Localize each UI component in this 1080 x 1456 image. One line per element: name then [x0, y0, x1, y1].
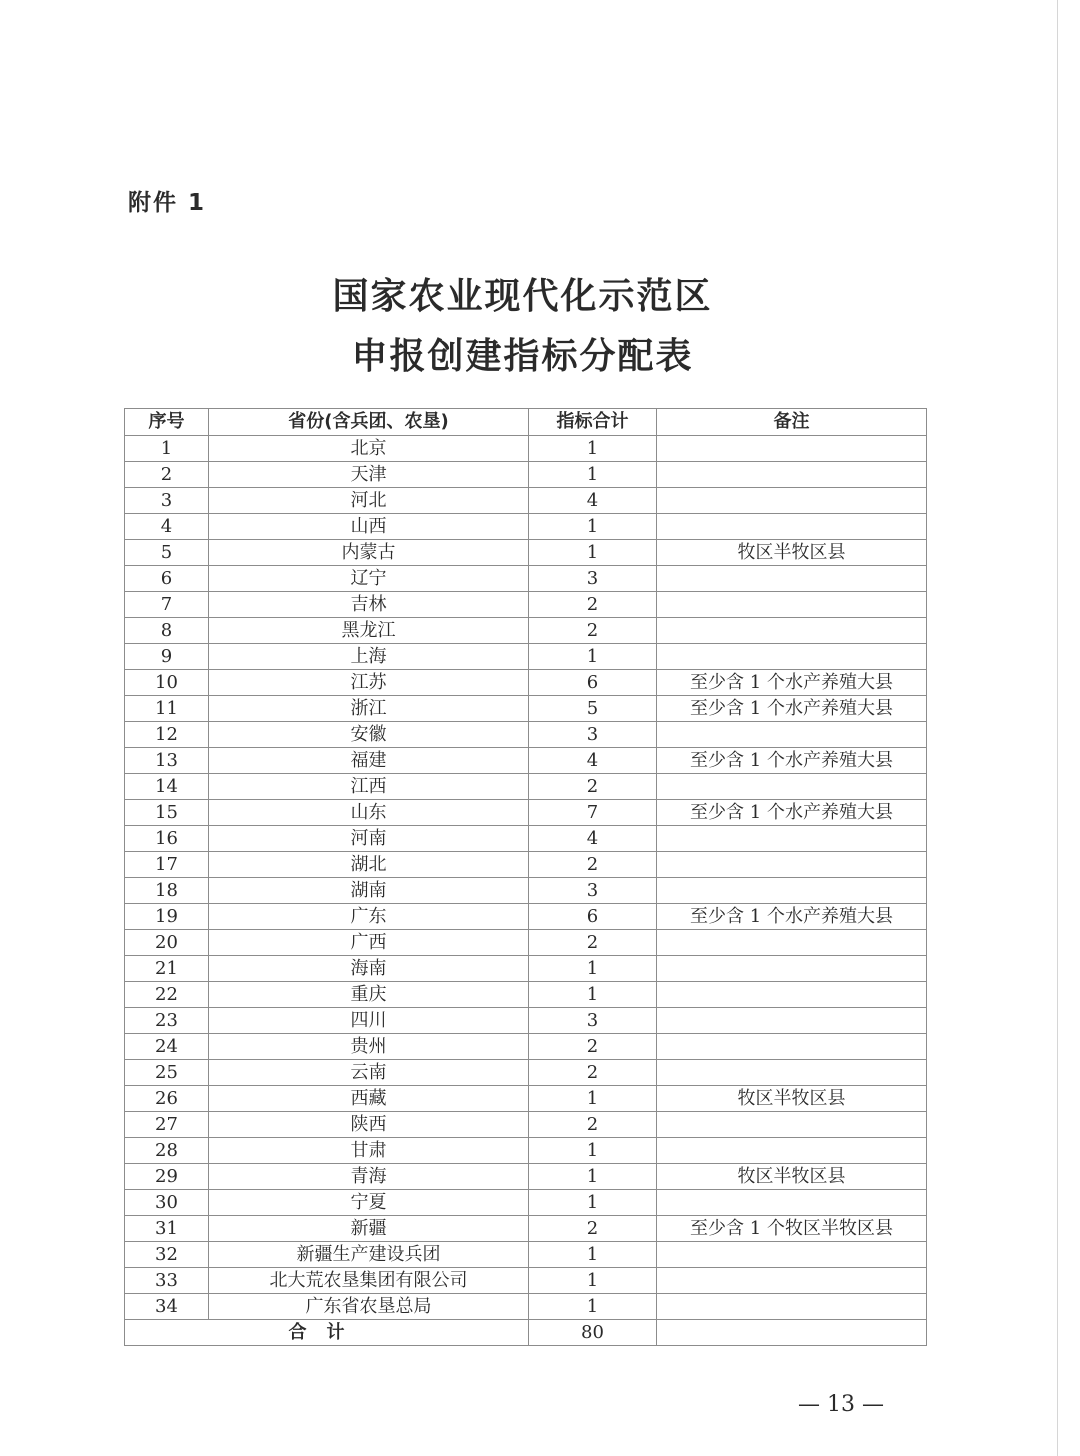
cell-province: 青海 [209, 1164, 529, 1190]
cell-serial-number: 31 [125, 1216, 209, 1242]
table-row [125, 1294, 927, 1320]
cell-province: 宁夏 [209, 1190, 529, 1216]
table-row [125, 592, 927, 618]
cell-quota: 3 [529, 566, 657, 592]
cell-serial-number: 18 [125, 878, 209, 904]
cell-quota: 2 [529, 1034, 657, 1060]
table-row [125, 1138, 927, 1164]
cell-province: 甘肃 [209, 1138, 529, 1164]
table-row [125, 1216, 927, 1242]
cell-serial-number: 34 [125, 1294, 209, 1320]
cell-quota: 1 [529, 982, 657, 1008]
cell-province: 陕西 [209, 1112, 529, 1138]
cell-note [657, 1008, 927, 1034]
cell-note: 至少含 1 个水产养殖大县 [657, 800, 927, 826]
cell-note: 至少含 1 个水产养殖大县 [657, 904, 927, 930]
cell-serial-number: 17 [125, 852, 209, 878]
cell-note [657, 488, 927, 514]
cell-province: 山东 [209, 800, 529, 826]
total-label: 合计 [125, 1320, 529, 1346]
table-row [125, 1112, 927, 1138]
cell-province: 河南 [209, 826, 529, 852]
table-row [125, 930, 927, 956]
cell-quota: 2 [529, 852, 657, 878]
cell-province: 天津 [209, 462, 529, 488]
cell-serial-number: 9 [125, 644, 209, 670]
table-row [125, 956, 927, 982]
cell-note [657, 930, 927, 956]
cell-note [657, 618, 927, 644]
cell-note [657, 462, 927, 488]
table-body [125, 436, 927, 1320]
cell-quota: 1 [529, 644, 657, 670]
cell-note [657, 1242, 927, 1268]
cell-quota: 1 [529, 1164, 657, 1190]
cell-province: 新疆生产建设兵团 [209, 1242, 529, 1268]
cell-province: 湖南 [209, 878, 529, 904]
cell-note [657, 826, 927, 852]
cell-quota: 2 [529, 1060, 657, 1086]
cell-serial-number: 13 [125, 748, 209, 774]
table-row [125, 1242, 927, 1268]
header-quota-total: 指标合计 [529, 409, 657, 436]
cell-province: 江西 [209, 774, 529, 800]
cell-province: 福建 [209, 748, 529, 774]
cell-province: 吉林 [209, 592, 529, 618]
cell-serial-number: 3 [125, 488, 209, 514]
cell-note [657, 722, 927, 748]
cell-province: 海南 [209, 956, 529, 982]
table-row [125, 1008, 927, 1034]
cell-quota: 2 [529, 592, 657, 618]
cell-quota: 2 [529, 1216, 657, 1242]
cell-quota: 3 [529, 722, 657, 748]
attachment-label: 附件 1 [128, 190, 207, 216]
cell-province: 辽宁 [209, 566, 529, 592]
cell-quota: 2 [529, 774, 657, 800]
cell-note: 至少含 1 个水产养殖大县 [657, 748, 927, 774]
cell-serial-number: 4 [125, 514, 209, 540]
cell-note [657, 982, 927, 1008]
table-row [125, 1164, 927, 1190]
cell-province: 重庆 [209, 982, 529, 1008]
cell-serial-number: 10 [125, 670, 209, 696]
cell-note [657, 514, 927, 540]
table-row [125, 436, 927, 462]
allocation-table [124, 408, 927, 1346]
cell-quota: 2 [529, 618, 657, 644]
cell-serial-number: 15 [125, 800, 209, 826]
cell-serial-number: 33 [125, 1268, 209, 1294]
cell-quota: 2 [529, 1112, 657, 1138]
cell-serial-number: 14 [125, 774, 209, 800]
cell-serial-number: 32 [125, 1242, 209, 1268]
document-title-line-2: 申报创建指标分配表 [351, 336, 694, 377]
cell-serial-number: 11 [125, 696, 209, 722]
cell-note: 至少含 1 个牧区半牧区县 [657, 1216, 927, 1242]
table-row [125, 644, 927, 670]
table-row [125, 722, 927, 748]
cell-quota: 1 [529, 436, 657, 462]
table-row [125, 488, 927, 514]
cell-serial-number: 5 [125, 540, 209, 566]
cell-quota: 1 [529, 540, 657, 566]
cell-province: 内蒙古 [209, 540, 529, 566]
table-row [125, 748, 927, 774]
table-header-row [125, 409, 927, 436]
cell-quota: 1 [529, 514, 657, 540]
table-row [125, 514, 927, 540]
cell-serial-number: 26 [125, 1086, 209, 1112]
cell-quota: 1 [529, 1086, 657, 1112]
page-edge-line [1057, 0, 1058, 1456]
cell-serial-number: 24 [125, 1034, 209, 1060]
cell-serial-number: 16 [125, 826, 209, 852]
cell-note [657, 592, 927, 618]
header-serial-number: 序号 [125, 409, 209, 436]
cell-note [657, 1034, 927, 1060]
cell-serial-number: 21 [125, 956, 209, 982]
table-row [125, 566, 927, 592]
cell-note [657, 1268, 927, 1294]
cell-quota: 7 [529, 800, 657, 826]
cell-note: 至少含 1 个水产养殖大县 [657, 696, 927, 722]
cell-quota: 1 [529, 1190, 657, 1216]
cell-quota: 4 [529, 488, 657, 514]
cell-note [657, 1060, 927, 1086]
total-quota: 80 [529, 1320, 657, 1346]
cell-province: 四川 [209, 1008, 529, 1034]
table-row [125, 1086, 927, 1112]
cell-province: 广西 [209, 930, 529, 956]
cell-quota: 1 [529, 1138, 657, 1164]
cell-quota: 4 [529, 748, 657, 774]
cell-province: 西藏 [209, 1086, 529, 1112]
table-row [125, 1190, 927, 1216]
cell-serial-number: 2 [125, 462, 209, 488]
cell-note [657, 1112, 927, 1138]
table-row [125, 982, 927, 1008]
cell-quota: 6 [529, 670, 657, 696]
table-row [125, 800, 927, 826]
cell-serial-number: 22 [125, 982, 209, 1008]
table-row [125, 1060, 927, 1086]
cell-province: 广东 [209, 904, 529, 930]
cell-note [657, 1138, 927, 1164]
cell-note [657, 956, 927, 982]
cell-note: 至少含 1 个水产养殖大县 [657, 670, 927, 696]
cell-province: 云南 [209, 1060, 529, 1086]
cell-serial-number: 28 [125, 1138, 209, 1164]
cell-note [657, 852, 927, 878]
cell-quota: 3 [529, 1008, 657, 1034]
table-row [125, 618, 927, 644]
cell-quota: 5 [529, 696, 657, 722]
cell-quota: 2 [529, 930, 657, 956]
cell-quota: 1 [529, 1294, 657, 1320]
table-row [125, 878, 927, 904]
cell-serial-number: 23 [125, 1008, 209, 1034]
cell-quota: 6 [529, 904, 657, 930]
cell-province: 北大荒农垦集团有限公司 [209, 1268, 529, 1294]
total-row [125, 1320, 927, 1346]
cell-note [657, 644, 927, 670]
cell-serial-number: 1 [125, 436, 209, 462]
cell-quota: 4 [529, 826, 657, 852]
cell-province: 黑龙江 [209, 618, 529, 644]
cell-note [657, 566, 927, 592]
cell-serial-number: 25 [125, 1060, 209, 1086]
cell-province: 浙江 [209, 696, 529, 722]
cell-serial-number: 27 [125, 1112, 209, 1138]
cell-serial-number: 19 [125, 904, 209, 930]
cell-note: 牧区半牧区县 [657, 1164, 927, 1190]
cell-note [657, 774, 927, 800]
cell-province: 上海 [209, 644, 529, 670]
cell-province: 河北 [209, 488, 529, 514]
cell-note [657, 1190, 927, 1216]
cell-serial-number: 6 [125, 566, 209, 592]
cell-quota: 1 [529, 1242, 657, 1268]
cell-serial-number: 20 [125, 930, 209, 956]
cell-serial-number: 29 [125, 1164, 209, 1190]
document-title-line-1: 国家农业现代化示范区 [332, 276, 713, 317]
cell-province: 北京 [209, 436, 529, 462]
cell-serial-number: 30 [125, 1190, 209, 1216]
cell-note [657, 436, 927, 462]
cell-note [657, 1294, 927, 1320]
table-row [125, 904, 927, 930]
header-province: 省份(含兵团、农垦) [209, 409, 529, 436]
header-remarks: 备注 [657, 409, 927, 436]
cell-serial-number: 8 [125, 618, 209, 644]
cell-quota: 1 [529, 956, 657, 982]
table-row [125, 1268, 927, 1294]
cell-note [657, 878, 927, 904]
table-row [125, 1034, 927, 1060]
cell-serial-number: 12 [125, 722, 209, 748]
cell-quota: 1 [529, 1268, 657, 1294]
cell-note: 牧区半牧区县 [657, 1086, 927, 1112]
cell-province: 安徽 [209, 722, 529, 748]
cell-province: 湖北 [209, 852, 529, 878]
cell-province: 广东省农垦总局 [209, 1294, 529, 1320]
total-note [657, 1320, 927, 1346]
cell-province: 贵州 [209, 1034, 529, 1060]
cell-quota: 3 [529, 878, 657, 904]
table-row [125, 696, 927, 722]
cell-note: 牧区半牧区县 [657, 540, 927, 566]
cell-province: 山西 [209, 514, 529, 540]
table-row [125, 826, 927, 852]
table-row [125, 852, 927, 878]
table-row [125, 462, 927, 488]
table-row [125, 540, 927, 566]
table-row [125, 774, 927, 800]
cell-quota: 1 [529, 462, 657, 488]
table-row [125, 670, 927, 696]
cell-province: 江苏 [209, 670, 529, 696]
cell-serial-number: 7 [125, 592, 209, 618]
cell-province: 新疆 [209, 1216, 529, 1242]
page-number: — 13 — [798, 1392, 884, 1417]
